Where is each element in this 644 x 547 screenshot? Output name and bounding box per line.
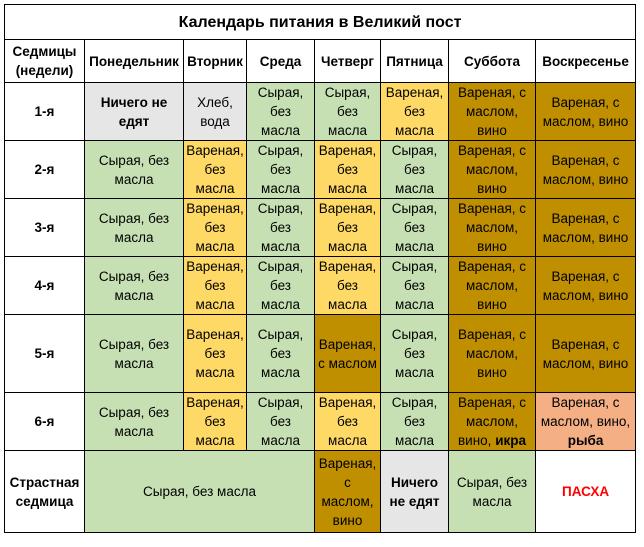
day-header-friday: Пятница (381, 40, 449, 83)
table-title: Календарь питания в Великий пост (5, 5, 636, 40)
table-cell: Ничего не едят (381, 451, 449, 533)
week-label: 2-я (5, 141, 85, 199)
week-label: Страстная седмица (5, 451, 85, 533)
table-cell: Вареная, без масла (184, 257, 247, 315)
table-cell: Сырая, без масла (247, 83, 315, 141)
table-row (5, 257, 636, 315)
weeks-column-header: Седмицы (недели) (5, 40, 85, 83)
table-row (5, 315, 636, 393)
cell-bold-text: икра (495, 433, 526, 448)
calendar-table (4, 4, 636, 533)
table-cell: Сырая, без масла (247, 393, 315, 451)
table-cell: Сырая, без масла (381, 393, 449, 451)
table-cell: Вареная, с маслом, вино (536, 315, 636, 393)
table-cell: Вареная, без масла (184, 393, 247, 451)
table-cell: Вареная, с маслом, вино (449, 141, 536, 199)
table-cell: Ничего не едят (85, 83, 184, 141)
table-cell: Сырая, без масла (381, 315, 449, 393)
table-cell: Сырая, без масла (315, 83, 381, 141)
week-label: 3-я (5, 199, 85, 257)
fasting-calendar (4, 4, 635, 533)
table-cell: Хлеб, вода (184, 83, 247, 141)
table-cell: Вареная, без масла (315, 199, 381, 257)
table-row (5, 451, 636, 533)
week-label: 5-я (5, 315, 85, 393)
table-cell: Вареная, с маслом, вино (449, 199, 536, 257)
table-cell: Вареная, с маслом, вино (536, 257, 636, 315)
table-cell: Сырая, без масла (247, 141, 315, 199)
header-row (5, 40, 636, 83)
table-cell: Сырая, без масла (85, 451, 315, 533)
day-header-wednesday: Среда (247, 40, 315, 83)
table-cell: Вареная, с маслом, вино (449, 315, 536, 393)
day-header-saturday: Суббота (449, 40, 536, 83)
cell-text: Вареная, с маслом, вино, (540, 395, 631, 429)
table-cell: Вареная, без масла (381, 83, 449, 141)
cell-text: Вареная, с маслом, вино, (457, 395, 527, 448)
table-cell: Сырая, без масла (247, 315, 315, 393)
table-row (5, 141, 636, 199)
table-cell: Вареная, без масла (315, 393, 381, 451)
table-cell: Вареная, без масла (184, 141, 247, 199)
day-header-thursday: Четверг (315, 40, 381, 83)
table-cell: Вареная, без масла (184, 199, 247, 257)
table-cell: Вареная, с маслом, вино (536, 83, 636, 141)
table-cell: Сырая, без масла (449, 451, 536, 533)
table-cell: Вареная, с маслом (315, 315, 381, 393)
table-cell: Вареная, с маслом, вино (536, 199, 636, 257)
table-cell (536, 393, 636, 451)
table-cell: Сырая, без масла (85, 257, 184, 315)
week-label: 6-я (5, 393, 85, 451)
table-row (5, 199, 636, 257)
day-header-monday: Понедельник (85, 40, 184, 83)
table-cell: Вареная, без масла (315, 257, 381, 315)
table-cell (449, 393, 536, 451)
table-row (5, 393, 636, 451)
table-cell: Сырая, без масла (85, 315, 184, 393)
table-row (5, 83, 636, 141)
week-label: 1-я (5, 83, 85, 141)
table-cell: Вареная, с маслом, вино (536, 141, 636, 199)
table-cell: Сырая, без масла (85, 393, 184, 451)
table-cell: Вареная, без масла (184, 315, 247, 393)
table-cell: Сырая, без масла (85, 141, 184, 199)
day-header-tuesday: Вторник (184, 40, 247, 83)
table-cell: Вареная, с маслом, вино (449, 257, 536, 315)
table-cell: Вареная, с маслом, вино (315, 451, 381, 533)
week-label: 4-я (5, 257, 85, 315)
cell-bold-text: рыба (567, 433, 604, 448)
pascha-cell: ПАСХА (536, 451, 636, 533)
table-cell: Сырая, без масла (381, 257, 449, 315)
table-cell: Сырая, без масла (381, 141, 449, 199)
table-cell: Сырая, без масла (247, 199, 315, 257)
table-cell: Вареная, без масла (315, 141, 381, 199)
table-cell: Вареная, с маслом, вино (449, 83, 536, 141)
table-cell: Сырая, без масла (381, 199, 449, 257)
table-cell: Сырая, без масла (85, 199, 184, 257)
day-header-sunday: Воскресенье (536, 40, 636, 83)
table-cell: Сырая, без масла (247, 257, 315, 315)
